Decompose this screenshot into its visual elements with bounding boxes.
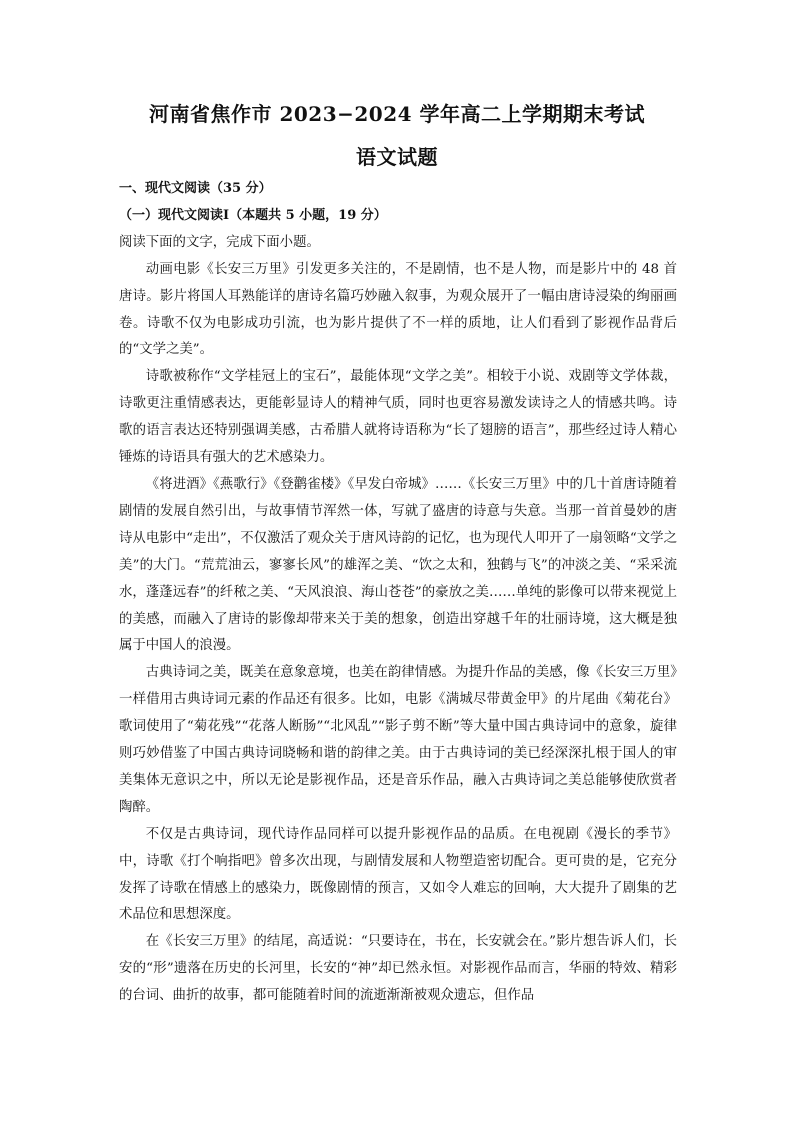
paragraph: 《将进酒》《燕歌行》《登鹳雀楼》《早发白帝城》……《长安三万里》中的几十首唐诗随着剧情的发展自然引出，与故事情节浑然一体，写就了盛唐的诗意与失意。当那一首首曼妙的唐诗从电影中“走出”，不仅激活了观众关于唐风诗韵的记忆，也为现代人叩开了一扇领略“文学之美”的大门。“荒荒油云，寥寥长风”的雄浑之美、“饮之太和，独鹤与飞”的冲淡之美、“采采流水，蓬蓬远春”的纤秾之美、“天风浪浪、海山苍苍”的豪放之美……单纯的影像可以带来视觉上的美感，而融入了唐诗的影像却带来关于美的想象，创造出穿越千年的壮丽诗境，这大概是独属于中国人的浪漫。 xyxy=(119,476,677,654)
page-title: 河南省焦作市 2023−2024 学年高二上学期期末考试 xyxy=(148,102,645,126)
page-subtitle: 语文试题 xyxy=(356,145,438,169)
paragraph: 不仅是古典诗词，现代诗作品同样可以提升影视作品的品质。在电视剧《漫长的季节》中，诗歌《打个响指吧》曾多次出现，与剧情发展和人物塑造密切配合。更可贵的是，它充分发挥了诗歌在情感上的感染力，既像剧情的预言，又如令人难忘的回响，大大提升了剧集的艺术品位和思想深度。 xyxy=(119,826,677,923)
document-body xyxy=(119,176,677,1010)
subsection-heading: （一）现代文阅读Ⅰ（本题共 5 小题，19 分） xyxy=(119,207,387,223)
paragraph: 在《长安三万里》的结尾，高适说：“只要诗在，书在，长安就会在。”影片想告诉人们，长安的“形”遗落在历史的长河里，长安的“神”却已然永恒。对影视作品而言，华丽的特效、精彩的台词、曲折的故事，都可能随着时间的流逝渐渐被观众遗忘，但作品 xyxy=(119,934,677,1004)
paragraph: 动画电影《长安三万里》引发更多关注的，不是剧情，也不是人物，而是影片中的 48 首唐诗。影片将国人耳熟能详的唐诗名篇巧妙融入叙事，为观众展开了一幅由唐诗浸染的绚丽画卷。诗歌不仅为电影成功引流，也为影片提供了不一样的质地，让人们看到了影视作品背后的“文学之美”。 xyxy=(119,261,677,358)
section-heading: 一、现代文阅读（35 分） xyxy=(119,181,272,196)
paragraph: 诗歌被称作“文学桂冠上的宝石”，最能体现“文学之美”。相较于小说、戏剧等文学体裁，诗歌更注重情感表达，更能彰显诗人的精神气质，同时也更容易激发读诗之人的情感共鸣。诗歌的语言表达还特别强调美感，古希腊人就将诗语称为“长了翅膀的语言”，那些经过诗人精心锤炼的诗语具有强大的艺术感染力。 xyxy=(119,369,677,466)
reading-instruction: 阅读下面的文字，完成下面小题。 xyxy=(119,234,320,250)
paragraph: 古典诗词之美，既美在意象意境，也美在韵律情感。为提升作品的美感，像《长安三万里》一样借用古典诗词元素的作品还有很多。比如，电影《满城尽带黄金甲》的片尾曲《菊花台》歌词使用了“菊花残”“花落人断肠”“北风乱”“影子剪不断”等大量中国古典诗词中的意象，旋律则巧妙借鉴了中国古典诗词晓畅和谐的韵律之美。由于古典诗词的美已经深深扎根于国人的审美集体无意识之中，所以无论是影视作品，还是音乐作品，融入古典诗词之美总能够使欣赏者陶醉。 xyxy=(119,665,677,815)
